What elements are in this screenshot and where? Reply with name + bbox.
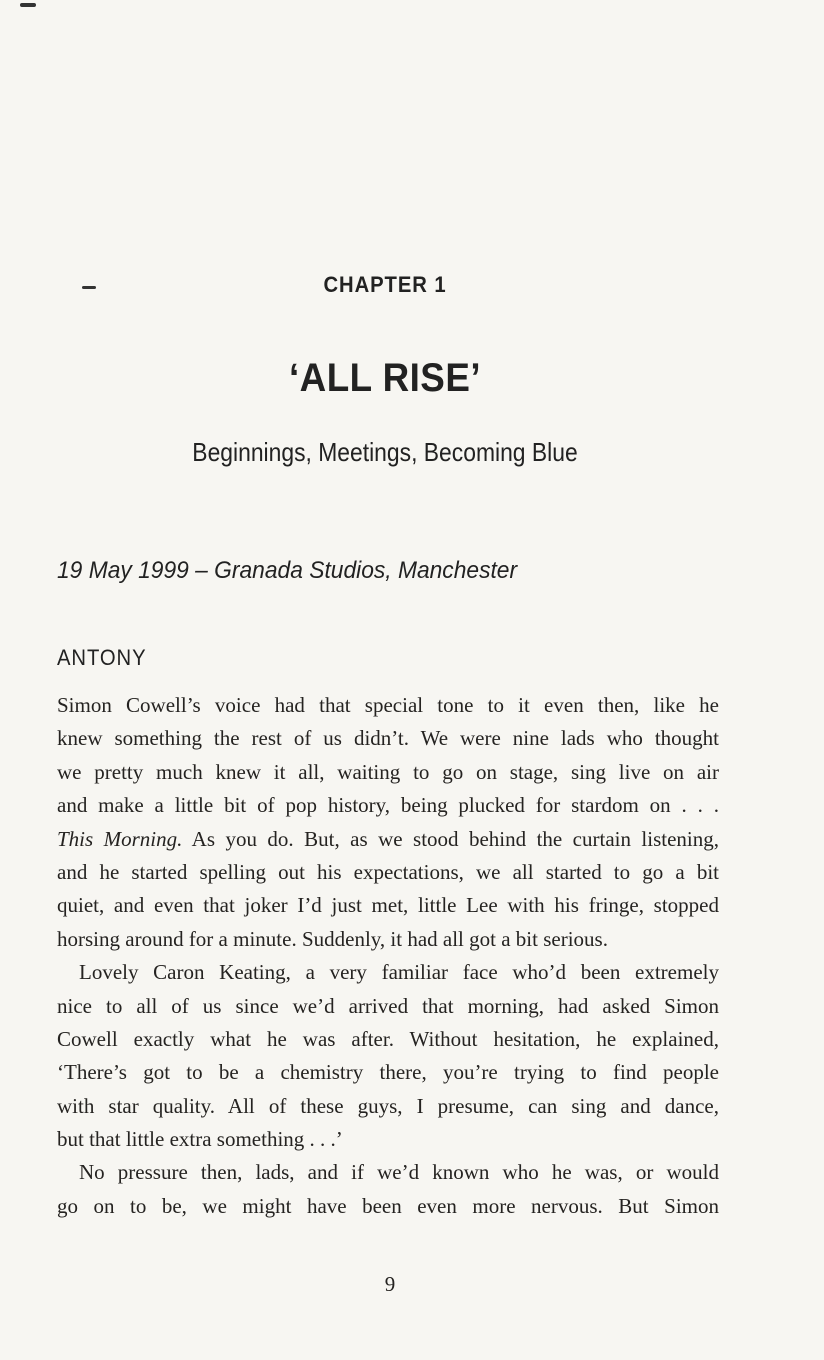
chapter-title: ‘ALL RISE’ [288,356,482,400]
text-line: Cowell exactly what he was after. Without hesitation, he explained, [57,1026,719,1051]
text-line: quiet, and even that joker I’d just met, little Lee with his fringe, stopped [57,893,719,918]
scan-mark [20,3,36,7]
text-line: with star quality. All of these guys, I presume, can sing and dance, [57,1093,719,1118]
text-line: and make a little bit of pop history, being plucked for stardom on . . . [57,793,719,818]
text-line: and he started spelling out his expectations, we all started to go a bit [57,859,719,884]
chapter-subtitle: Beginnings, Meetings, Becoming Blue [192,437,578,467]
page-number: 9 [384,1272,396,1296]
text-line: Lovely Caron Keating, a very familiar face who’d been extremely [79,960,719,985]
text-line: but that little extra something . . .’ [57,1127,343,1152]
text-segment: As you do. But, as we stood behind the curtain listening, [182,826,720,851]
text-line: Simon Cowell’s voice had that special tone to it even then, like he [57,693,719,717]
text-line [57,824,719,857]
chapter-label: CHAPTER 1 [323,272,447,297]
narrator-heading: ANTONY [57,645,147,670]
text-line: knew something the rest of us didn’t. We were nine lads who thought [57,726,719,751]
text-line: ‘There’s got to be a chemistry there, you’re trying to find people [57,1060,719,1085]
text-line: go on to be, we might have been even more nervous. But Simon [57,1193,719,1218]
text-line: we pretty much knew it all, waiting to go on stage, sing live on air [57,759,719,784]
body-text [57,690,719,1224]
text-line: No pressure then, lads, and if we’d known who he was, or would [79,1160,719,1185]
italic-title: This Morning. [57,826,183,851]
text-line: nice to all of us since we’d arrived that morning, had asked Simon [57,993,719,1018]
text-line: horsing around for a minute. Suddenly, it had all got a bit serious. [57,926,608,951]
dateline: 19 May 1999 – Granada Studios, Manchester [57,557,518,584]
